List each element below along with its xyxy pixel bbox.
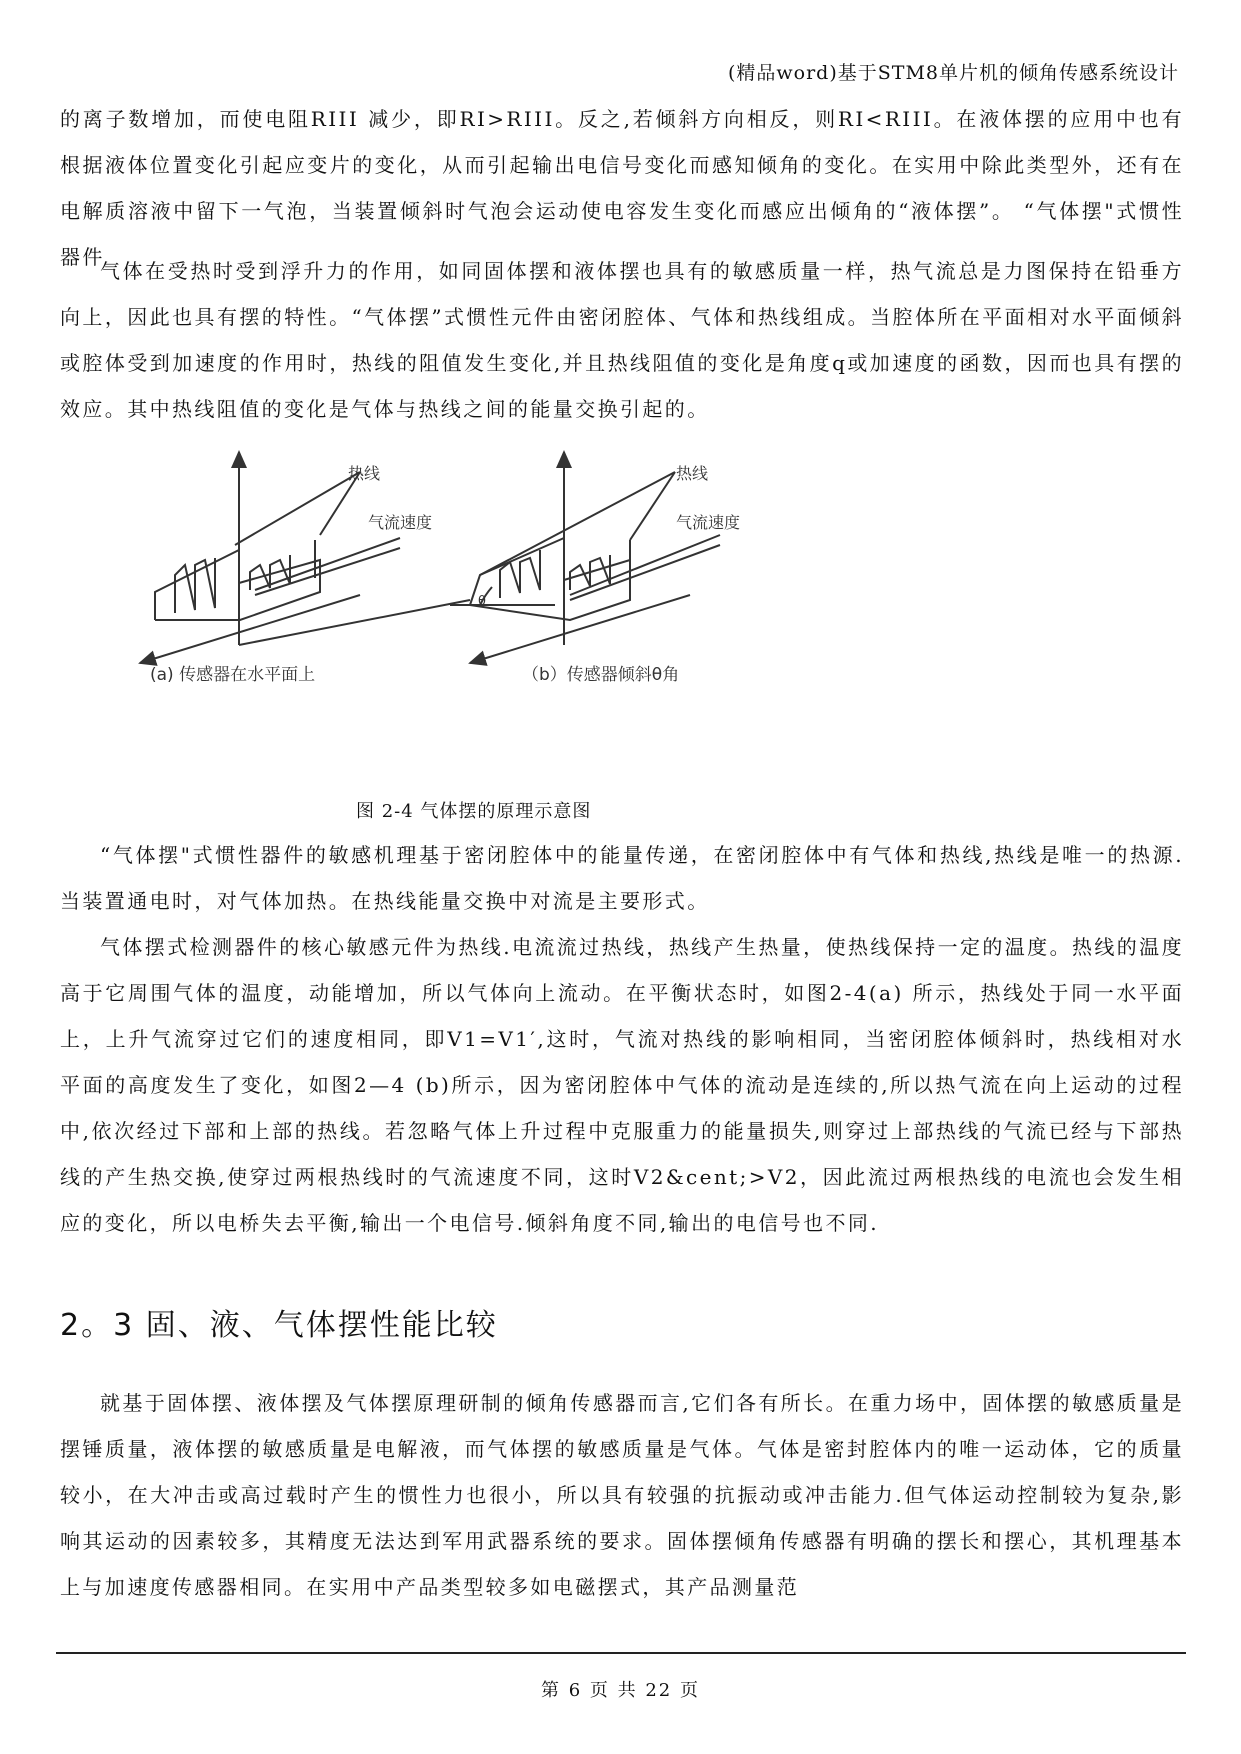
page-header: (精品word)基于STM8单片机的倾角传感系统设计 [727,62,1179,84]
page-number: 第 6 页 共 22 页 [541,1680,700,1701]
diagram-b [450,452,720,663]
paragraph-2: 气体在受热时受到浮升力的作用，如同固体摆和液体摆也具有的敏感质量一样，热气流总是力图保持在铅垂方向上，因此也具有摆的特性。“气体摆”式惯性元件由密闭腔体、气体和热线组成。当腔体所在平面相对水平面倾斜或腔体受到加速度的作用时，热线的阻值发生变化,并且热线阻值的变化是角度q或加速度的函数，因而也具有摆的效应。其中热线阻值的变化是气体与热线之间的能量交换引起的。 [60,259,1184,421]
paragraph-4: 气体摆式检测器件的核心敏感元件为热线.电流流过热线，热线产生热量，使热线保持一定的温度。热线的温度高于它周围气体的温度，动能增加，所以气体向上流动。在平衡状态时，如图2-4(a) 所示，热线处于同一水平面上，上升气流穿过它们的速度相同，即V1=V1′,这时，气流对热线的影响相同，当密闭腔体倾斜时，热线相对水平面的高度发生了变化，如图2—4 (b)所示，因为密闭腔体中气体的流动是连续的,所以热气流在向上运动的过程中,依次经过下部和上部的热线。若忽略气体上升过程中克服重力的能量损失,则穿过上部热线的气流已经与下部热线的产生热交换,使穿过两根热线时的气流速度不同，这时V2&cent;>V2，因此流过两根热线的电流也会发生相应的变化，所以电桥失去平衡,输出一个电信号.倾斜角度不同,输出的电信号也不同. [60,935,1184,1235]
caption-a: (a) 传感器在水平面上 [150,665,316,685]
caption-b: （b）传感器倾斜θ角 [522,665,680,685]
label-airflow-a: 气流速度 [368,513,433,532]
paragraph-1: 的离子数增加，而使电阻RIII 减少，即RI>RIII。反之,若倾斜方向相反，则RI<RIII。在液体摆的应用中也有根据液体位置变化引起应变片的变化，从而引起输出电信号变化而感知倾角的变化。在实用中除此类型外，还有在电解质溶液中留下一气泡，当装置倾斜时气泡会运动使电容发生变化而感应出倾角的“液体摆”。 “气体摆"式惯性器件 [60,107,1184,269]
diagram-a [140,452,470,663]
figure-diagram [150,464,870,770]
label-hotwire-a: 热线 [348,464,381,483]
label-theta: θ [478,594,486,609]
figure-caption: 图 2-4 气体摆的原理示意图 [356,801,592,822]
section-title: 2。3 固、液、气体摆性能比较 [60,1308,498,1343]
figure-gas-pendulum [150,464,870,770]
label-airflow-b: 气流速度 [676,513,741,532]
paragraph-5: 就基于固体摆、液体摆及气体摆原理研制的倾角传感器而言,它们各有所长。在重力场中，固体摆的敏感质量是摆锤质量，液体摆的敏感质量是电解液，而气体摆的敏感质量是气体。气体是密封腔体内的唯一运动体，它的质量较小，在大冲击或高过载时产生的惯性力也很小，所以具有较强的抗振动或冲击能力.但气体运动控制较为复杂,影响其运动的因素较多，其精度无法达到军用武器系统的要求。固体摆倾角传感器有明确的摆长和摆心，其机理基本上与加速度传感器相同。在实用中产品类型较多如电磁摆式，其产品测量范 [60,1391,1184,1599]
footer-divider [56,1652,1186,1654]
paragraph-3: “气体摆"式惯性器件的敏感机理基于密闭腔体中的能量传递，在密闭腔体中有气体和热线,热线是唯一的热源.当装置通电时，对气体加热。在热线能量交换中对流是主要形式。 [60,843,1184,913]
label-hotwire-b: 热线 [676,464,709,483]
